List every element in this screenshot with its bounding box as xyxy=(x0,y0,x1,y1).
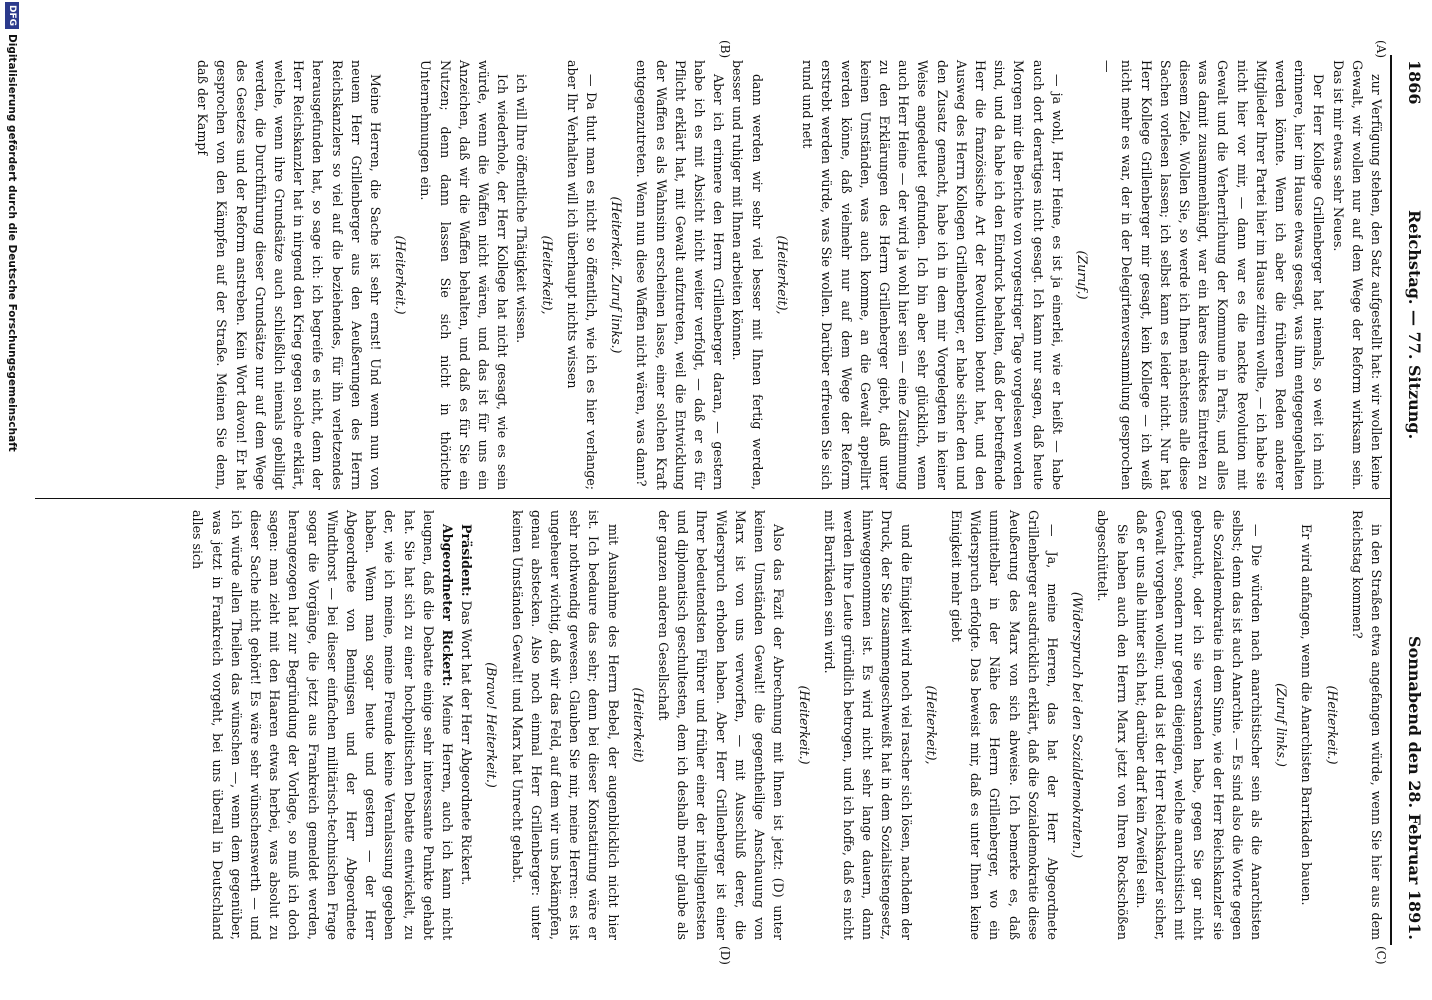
speaker-paragraph xyxy=(457,510,476,940)
body-paragraph: Also das Fazit der Abrechnung mit Ihnen ist jetzt: (D) unter keinen Umständen Gewalt! die gegentheilige Anschauung von Marx ist von uns verworfen, — mit Ausschluß derer, die Widerspruch erhoben haben. Aber Herr Grillenberger ist einer Ihrer bedeutendsten Führer und früher einer der intelligentesten und diplomatisch geschultesten, dem ich deshalb mehr glaube als der ganzen anderen Gesellschaft xyxy=(656,510,787,940)
stage-direction: (Heiterkeit), xyxy=(923,685,939,765)
body-paragraph: Sie haben auch den Herrn Marx jetzt von Ihren Rockschößen abgeschüttelt. xyxy=(1095,510,1130,940)
body-paragraph: ich will Ihre öffentliche Thätigkeit wissen. xyxy=(514,74,530,344)
body-paragraph: — Da thut man es nicht so öffentlich, wie ich es hier verlange; aber Ihr Verhalten will ich überhaupt nichts wissen xyxy=(564,60,600,490)
body-paragraph: Aber ich erinnere den Herrn Grillenberger daran, — gestern habe ich es mit Absicht nicht weiter verfolgt, — daß er es für Pflicht erklärt hat, mit Gewalt aufzutreten, weil die Entwicklung der Waffen es als Wahnsinn erscheinen lasse, einer solchen Kraft entgegenzutreten. Wenn nun diese Waffen nicht wären, was dann? xyxy=(634,60,727,490)
page-number: 1866 xyxy=(1405,60,1424,105)
body-paragraph: Er wird anfangen, wenn die Anarchisten Barrikaden bauen. xyxy=(1299,524,1315,906)
dfg-logo: DFG xyxy=(5,2,19,29)
stage-direction: (Heiterkeit.) xyxy=(393,235,409,315)
stage-direction: (Widerspruch bei den Sozialdemokraten.) xyxy=(1070,591,1086,859)
stage-direction: (Heiterkeit), xyxy=(539,235,555,315)
column-divider xyxy=(35,498,1390,499)
body-paragraph: Der Herr Kollege Grillenberger hat niemals, so weit ich mich erinnere, hier im Hause etwas gesagt, was ihm entgegengehalten werden könnte. Wenn ich aber die früheren Reden anderer Mitglieder Ihrer Partei hier im Hause zitiren wollte, — ich habe sie nicht hier vor mir, — dann war es die nackte Revolution mit Gewalt und die Verherrlichung der Kommune in Paris, und alles was damit zusammenhängt, war ein klares direktes Eintreten zu diesem Ziele. Wollen Sie, so werde ich Ihnen nächstens alle diese Sachen vorlesen lassen; ich selbst kann es leider nicht. Nur hat Herr Kollege Grillenberger mir gesagt, kein Kollege — ich weiß nicht mehr es war, der in der Delegirtenversammlung gesprochen — xyxy=(1100,60,1327,490)
session-title: Reichstag. — 77. Sitzung. xyxy=(1405,210,1424,440)
margin-mark-c: (C) xyxy=(1374,946,1388,965)
stage-direction: (Heiterkeit) xyxy=(630,687,646,763)
stage-direction: (Zuruf.) xyxy=(1074,250,1090,300)
body-paragraph: zur Verfügung stehen, den Satz aufgestellt hat: wir wollen keine Gewalt, wir wollen nur auf dem Wege der Reform wirksam sein. Das ist mir etwas sehr Neues. xyxy=(1330,60,1384,490)
stage-direction: (Zuruf links.) xyxy=(1274,683,1290,767)
stage-direction: (Heiterkeit. Zuruf links.) xyxy=(609,196,625,354)
body-paragraph: — ja wohl, Herr Heine, es ist ja einerlei, wie er heißt — habe auch dort derartiges nicht gesagt. Ich kann nur sagen, daß heute Morgen mir die Berichte von vorgestriger Tage vorgelesen worden sind, und da habe ich den Eindruck behalten, daß der betreffende Herr die französische Art der Revolution betont hat, und den Ausweg des Herrn Kollegen Grillenberger, er habe sicher den und den Zusatz gemacht, habe ich in dem mir Vorgelegten in keiner Weise angedeutet gefunden. Ich bin aber sehr glücklich, wenn auch Herr Heine — der wird ja wohl hier sein — eine Zustimmung zu den Erklärungen des Herrn Grillenberger giebt, daß unter keinen Umständen, was auch komme, an die Gewalt appellirt werden könne, daß vielmehr nur auf dem Wege der Reform erstrebt werden würde, was Sie wollen. Darüber erfreuen Sie sich rund und nett xyxy=(800,60,1065,490)
body-paragraph: in den Straßen etwa angefangen würde, wenn Sie hier aus dem Reichstag kommen? xyxy=(1349,510,1384,940)
body-paragraph: Meine Herren, die Sache ist sehr ernst! Und wenn nun von neuem Herr Grillenberger aus den Aeußerungen des Herrn Reichskanzlers so viel auf die beziehendes, für ihn verletzendes herausgefunden hat, so sage ich: ich begreife es nicht, denn der Herr Reichskanzler hat in nirgend den Krieg gegen solche erklärt, welche, wenn ihre Grundsätze auch schließlich niemals gebilligt werden, die Durchführung dieser Grundsätze nur auf dem Wege des Gesetzes und der Reform anstreben. Kein Wort davon! Er hat gesprochen von den Kämpfen auf der Straße. Meinen Sie denn, daß der Kampf xyxy=(195,60,384,490)
speaker-label: Abgeordneter Rickert: xyxy=(440,524,456,687)
header-rule xyxy=(1390,55,1392,945)
stage-direction: (Heiterkeit.) xyxy=(1324,685,1340,765)
body-paragraph: und die Einigkeit wird noch viel rascher sich lösen, nachdem der Druck, der Sie zusammengeschweißt hat in dem Sozialistengesetz, hinweggenommen ist. Es wird nicht sehr lange dauern, dann werden Ihre Leute gründlich betrogen, und ich hoffe, daß es nicht mit Barrikaden sein wird. xyxy=(821,510,914,940)
speaker-label: Präsident: xyxy=(459,524,475,597)
stage-direction: (Bravo! Heiterkeit.) xyxy=(484,662,500,788)
speaker-text: Meine Herren, auch ich kann nicht leugnen, daß die Debatte einige sehr interessante Punkte gehabt hat. Sie hat sich zu einer hochpolitischen Debatte entwickelt, zu der, wie ich meine, meine Freunde keine Veranlassung gegeben haben. Wenn man sogar heute und gestern — der Herr Abgeordnete von Bennigsen und der Herr Abgeordnete Windthorst — bei dieser einfachen militärisch-technischen Frage sogar die Vorgänge, die jetzt aus Frankreich gemeldet werden, herangezogen hat zur Begründung der Vorlage, so muß ich doch sagen: man zieht mit den Haaren etwas herbei, was absolut zu dieser Sache nicht gehört! Es wäre sehr wünschenswerth — und ich würde allen Theilen das wünschen —, wenn dem gegenüber, was jetzt in Frankreich vorgeht, bei uns überall in Deutschland alles sich xyxy=(190,510,456,941)
margin-mark-d: (D) xyxy=(718,946,732,965)
right-column xyxy=(188,510,1386,940)
body-paragraph: mit Ausnahme des Herrn Bebel, der augenblicklich nicht hier ist. Ich bedaure das sehr; denn bei dieser Konstatirung wäre er sehr nothwendig gewesen. Glauben Sie mir, meine Herren: es ist ungeheuer wichtig, daß wir das Feld, auf dem wir uns bekämpfen, genau abstecken. Also noch einmal Herr Grillenberger: unter keinen Umständen Gewalt! und Marx hat Unrecht gehabt. xyxy=(509,510,621,940)
speaker-paragraph xyxy=(188,510,457,940)
margin-mark-a: (A) xyxy=(1374,40,1388,59)
session-date: Sonnabend den 28. Februar 1891. xyxy=(1405,636,1424,940)
body-paragraph: dann werden wir sehr viel besser mit Ihnen fertig werden, besser und ruhiger mit Ihnen arbeiten können. xyxy=(730,60,765,490)
stage-direction: (Heiterkeit), xyxy=(774,235,790,315)
digitization-footer xyxy=(0,0,22,1000)
digitization-credit: Digitalisierung gefördert durch die Deutsche Forschungsgemeinschaft xyxy=(6,34,18,452)
stage-direction: (Heiterkeit.) xyxy=(796,685,812,765)
speaker-text: Das Wort hat der Herr Abgeordnete Rickert. xyxy=(459,596,475,886)
body-paragraph: — Die würden nach anarchistischer sein als die Anarchisten selbst; denn das ist auch Anarchie. — Es sind also die Worte gegen die Sozialdemokratie in dem Sinne, wie der Herr Reichskanzler sie gebraucht, oder ich sie verstanden habe, gegen Sie gar nicht gerichtet, sondern nur gegen diejenigen, welche anarchistisch mit Gewalt vorgehen wollen; und da ist der Herr Reichskanzler sicher, daß er uns alle hinter sich hat; darüber darf kein Zweifel sein. xyxy=(1133,510,1264,940)
body-paragraph: Ich wiederhole, der Herr Kollege hat nicht gesagt, wie es sein würde, wenn die Waffen nicht wären, und das ist für uns ein Anzeichen, daß wir die Waffen behalten, und daß es für Sie ein Nutzen; denn dann lassen Sie sich nicht in thörichte Unternehmungen ein. xyxy=(418,60,511,490)
left-column xyxy=(193,60,1386,490)
page-header xyxy=(1398,60,1424,940)
margin-mark-b: (B) xyxy=(718,40,732,59)
body-paragraph: — Ja, meine Herren, das hat der Herr Abgeordnete Grillenberger ausdrücklich erklärt, daß die Sozialdemokratie diese Aeußerung des Marx von sich abweise. Ich bemerke es, daß unmittelbar in der Nähe des Herrn Grillenberger, wo ein Widerspruch erfolgte. Das beweist mir, daß es unter Ihnen keine Einigkeit mehr giebt xyxy=(948,510,1060,940)
